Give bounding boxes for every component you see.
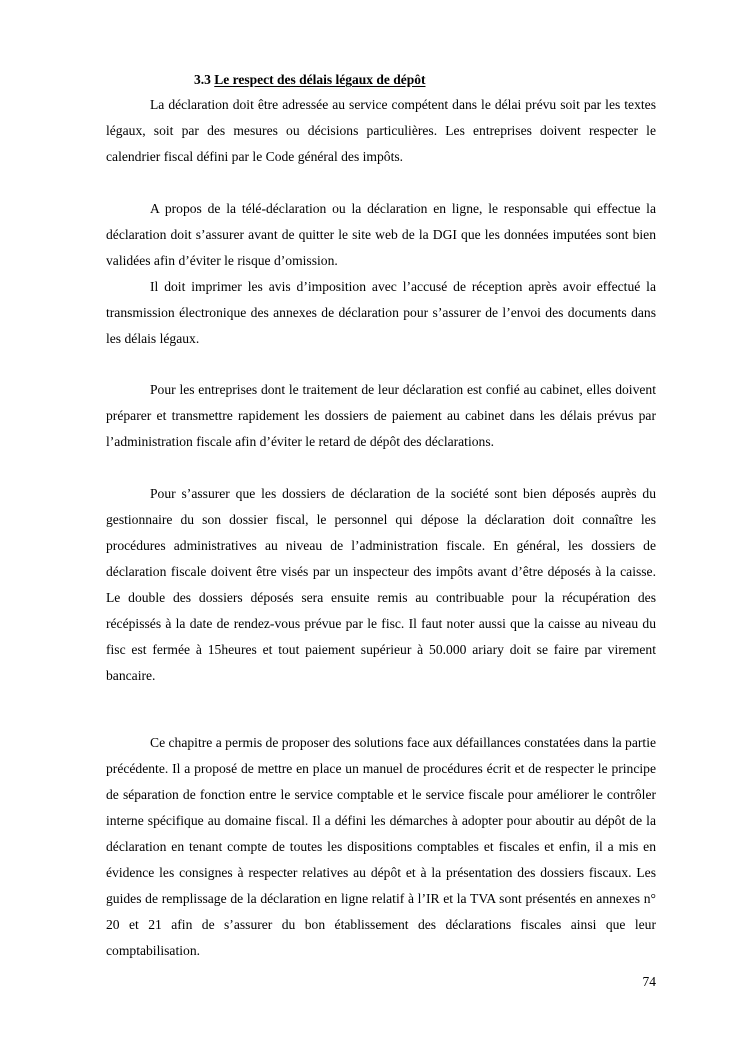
paragraph-cabinet-firms: Pour les entreprises dont le traitement de leur déclaration est confié au cabinet, elles doivent préparer et transmettre rapidement les dossiers de paiement au cabinet dans les délais prévus par l’administration fiscale afin d’éviter le retard de dépôt des déclarations.: [106, 382, 656, 449]
section-title: Le respect des délais légaux de dépôt: [214, 72, 426, 87]
section-number: 3.3: [194, 72, 211, 87]
page-number: 74: [642, 974, 656, 989]
section-heading: [194, 71, 426, 88]
document-page: [106, 0, 656, 1053]
paragraph-chapter-conclusion: Ce chapitre a permis de proposer des solutions face aux défaillances constatées dans la partie précédente. Il a proposé de mettre en place un manuel de procédures écrit et de respecter le principe de séparation de fonction entre le service comptable et le service fiscale pour améliorer le contrôler interne spécifique au domaine fiscal. Il a défini les démarches à adopter pour aboutir au dépôt de la déclaration en tenant compte de toutes les dispositions comptables et fiscales et enfin, il a mis en évidence les consignes à respecter relatives au dépôt et à la présentation des dossiers fiscaux. Les guides de remplissage de la déclaration en ligne relatif à l’IR et la TVA sont présentés en annexes n° 20 et 21 afin de s’assurer du bon établissement des déclarations fiscales ainsi que leur comptabilisation.: [106, 735, 656, 958]
paragraph-tax-notices: Il doit imprimer les avis d’imposition avec l’accusé de réception après avoir effectué la transmission électronique des annexes de déclaration pour s’assurer de l’envoi des documents dans les délais légaux.: [106, 279, 656, 346]
paragraph-online-declaration: A propos de la télé-déclaration ou la déclaration en ligne, le responsable qui effectue la déclaration doit s’assurer avant de quitter le site web de la DGI que les données imputées sont bien validées afin d’éviter le risque d’omission.: [106, 201, 656, 268]
paragraph-declaration-delay: La déclaration doit être adressée au service compétent dans le délai prévu soit par les textes légaux, soit par des mesures ou décisions particulières. Les entreprises doivent respecter le calendrier fiscal défini par le Code général des impôts.: [106, 97, 656, 164]
paragraph-filing-procedures: Pour s’assurer que les dossiers de déclaration de la société sont bien déposés auprès du gestionnaire du son dossier fiscal, le personnel qui dépose la déclaration doit connaître les procédures administratives au niveau de l’administration fiscale. En général, les dossiers de déclaration fiscale doivent être visés par un inspecteur des impôts avant d’être déposés à la caisse. Le double des dossiers déposés sera ensuite remis au contribuable pour la récupération des récépissés à la date de rendez-vous prévue par le fisc. Il faut noter aussi que la caisse au niveau du fisc est fermée à 15heures et tout paiement supérieur à 50.000 ariary doit se faire par virement bancaire.: [106, 486, 656, 683]
